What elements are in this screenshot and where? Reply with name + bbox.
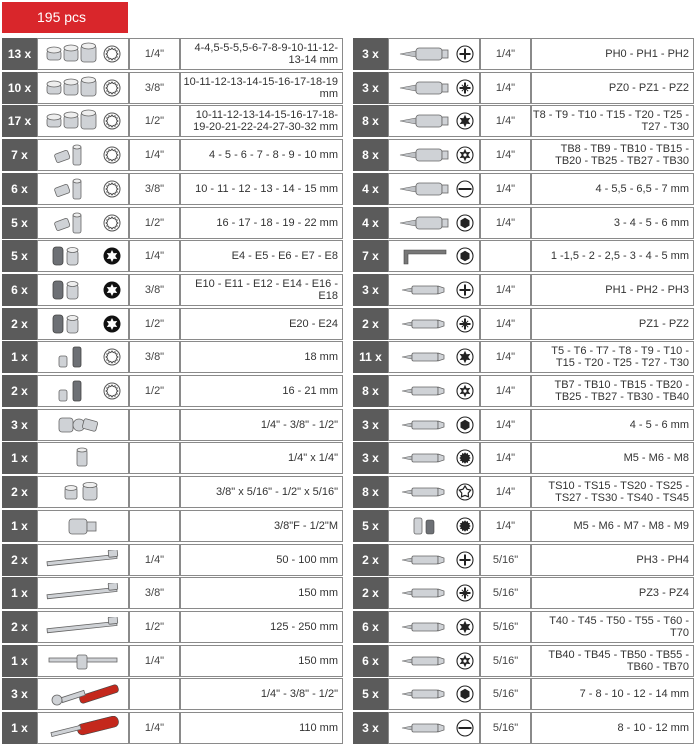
table-row <box>353 577 694 609</box>
tool-image-cell <box>388 308 480 340</box>
tool-image-cell <box>37 38 129 70</box>
tool-image-cell <box>388 577 480 609</box>
sizes-cell: PZ1 - PZ2 <box>531 308 694 340</box>
tool-image-cell <box>388 375 480 407</box>
table-row <box>2 611 343 643</box>
sizes-cell: 10-11-12-13-14-15-16-17-18-19 mm <box>180 72 343 104</box>
quantity-cell: 7 x <box>353 240 388 272</box>
drive-size-cell <box>129 510 180 542</box>
bit-icon <box>394 347 454 367</box>
phillips-profile-icon <box>456 45 474 63</box>
tool-image-cell <box>37 611 129 643</box>
tool-image-cell <box>37 409 129 441</box>
sizes-cell: E10 - E11 - E12 - E14 - E16 - E18 <box>180 274 343 306</box>
quantity-cell: 8 x <box>353 375 388 407</box>
table-row <box>353 611 694 643</box>
sizes-cell: M5 - M6 - M7 - M8 - M9 <box>531 510 694 542</box>
drive-size-cell: 5/16" <box>480 577 531 609</box>
ratchet-icon <box>43 682 123 706</box>
tool-image-cell <box>37 510 129 542</box>
sizes-cell: 3 - 4 - 5 - 6 mm <box>531 207 694 239</box>
socket-set-icon <box>45 42 97 66</box>
tool-image-cell <box>37 712 129 744</box>
tool-image-cell <box>37 375 129 407</box>
sizes-cell: 1/4" - 3/8" - 1/2" <box>180 409 343 441</box>
drive-size-cell: 5/16" <box>480 645 531 677</box>
table-row <box>353 375 694 407</box>
bi-hex-profile-icon <box>103 112 121 130</box>
quantity-cell: 1 x <box>2 510 37 542</box>
bi-hex-profile-icon <box>103 180 121 198</box>
quantity-cell: 3 x <box>353 38 388 70</box>
tool-image-cell <box>37 173 129 205</box>
sliding-t-bar-icon <box>43 650 123 672</box>
sizes-cell: 3/8" x 5/16" - 1/2" x 5/16" <box>180 476 343 508</box>
sizes-cell: 4-4,5-5-5,5-6-7-8-9-10-11-12-13-14 mm <box>180 38 343 70</box>
slotted-profile-icon <box>456 719 474 737</box>
spark-plug-socket-icon <box>45 379 97 403</box>
table-row <box>353 442 694 474</box>
hex-profile-icon <box>456 416 474 434</box>
drive-size-cell: 5/16" <box>480 712 531 744</box>
bit-icon <box>394 381 454 401</box>
sizes-cell: 4 - 5 - 6 - 7 - 8 - 9 - 10 mm <box>180 139 343 171</box>
tool-image-cell <box>388 544 480 576</box>
bi-hex-profile-icon <box>103 348 121 366</box>
table-row <box>2 105 343 137</box>
piece-count-badge: 195 pcs <box>2 2 128 33</box>
table-row <box>2 442 343 474</box>
tool-image-cell <box>388 678 480 710</box>
sizes-cell: 4 - 5,5 - 6,5 - 7 mm <box>531 173 694 205</box>
drive-size-cell: 1/2" <box>129 611 180 643</box>
tool-image-cell <box>37 476 129 508</box>
table-row <box>2 274 343 306</box>
quantity-cell: 8 x <box>353 476 388 508</box>
sizes-cell: M5 - M6 - M8 <box>531 442 694 474</box>
pozidriv-profile-icon <box>456 315 474 333</box>
phillips-profile-icon <box>456 551 474 569</box>
tool-image-cell <box>37 678 129 710</box>
quantity-cell: 4 x <box>353 207 388 239</box>
spark-plug-socket-icon <box>45 345 97 369</box>
quantity-cell: 3 x <box>353 712 388 744</box>
table-row <box>353 38 694 70</box>
spline-profile-icon <box>456 517 474 535</box>
sizes-cell: PH1 - PH2 - PH3 <box>531 274 694 306</box>
tool-image-cell <box>37 105 129 137</box>
drive-size-cell: 1/4" <box>129 712 180 744</box>
quantity-cell: 6 x <box>353 645 388 677</box>
table-row <box>2 341 343 373</box>
sizes-cell: TB40 - TB45 - TB50 - TB55 - TB60 - TB70 <box>531 645 694 677</box>
sizes-cell: PH3 - PH4 <box>531 544 694 576</box>
quantity-cell: 3 x <box>353 274 388 306</box>
quantity-cell: 8 x <box>353 105 388 137</box>
drive-size-cell: 1/4" <box>480 207 531 239</box>
tool-image-cell <box>388 611 480 643</box>
table-row <box>353 476 694 508</box>
sizes-cell: TS10 - TS15 - TS20 - TS25 - TS27 - TS30 - TS40 - TS45 <box>531 476 694 508</box>
drive-size-cell: 3/8" <box>129 341 180 373</box>
tool-image-cell <box>388 72 480 104</box>
sizes-cell: 125 - 250 mm <box>180 611 343 643</box>
sizes-cell: 16 - 17 - 18 - 19 - 22 mm <box>180 207 343 239</box>
quantity-cell: 2 x <box>2 476 37 508</box>
table-row <box>2 645 343 677</box>
table-row <box>2 678 343 710</box>
drive-size-cell: 1/4" <box>480 341 531 373</box>
bit-adapter-icon <box>57 446 109 470</box>
tool-image-cell <box>37 645 129 677</box>
tool-image-cell <box>37 442 129 474</box>
quantity-cell: 1 x <box>2 442 37 474</box>
tool-image-cell <box>388 38 480 70</box>
deep-socket-icon <box>45 177 97 201</box>
drive-size-cell: 1/4" <box>480 139 531 171</box>
bit-icon <box>394 550 454 570</box>
quantity-cell: 3 x <box>2 678 37 710</box>
table-row <box>2 72 343 104</box>
table-row <box>353 308 694 340</box>
quantity-cell: 2 x <box>353 308 388 340</box>
quantity-cell: 13 x <box>2 38 37 70</box>
e-torx-socket-icon <box>45 278 97 302</box>
bi-hex-profile-icon <box>103 45 121 63</box>
tool-image-cell <box>388 476 480 508</box>
drive-size-cell: 1/4" <box>480 510 531 542</box>
drive-size-cell <box>129 442 180 474</box>
sizes-cell: 7 - 8 - 10 - 12 - 14 mm <box>531 678 694 710</box>
sizes-cell: 10 - 11 - 12 - 13 - 14 - 15 mm <box>180 173 343 205</box>
sizes-cell: 3/8"F - 1/2"M <box>180 510 343 542</box>
hex-profile-icon <box>456 685 474 703</box>
sizes-cell: 150 mm <box>180 577 343 609</box>
quantity-cell: 1 x <box>2 712 37 744</box>
table-row <box>353 274 694 306</box>
table-row <box>2 38 343 70</box>
e-torx-profile-icon <box>103 281 121 299</box>
sizes-cell: 10-11-12-13-14-15-16-17-18-19-20-21-22-24-27-30-32 mm <box>180 105 343 137</box>
table-row <box>2 240 343 272</box>
drive-size-cell: 1/4" <box>129 645 180 677</box>
tool-image-cell <box>37 207 129 239</box>
drive-size-cell: 3/8" <box>129 173 180 205</box>
deep-socket-icon <box>45 211 97 235</box>
bit-socket-icon <box>394 110 454 132</box>
drive-size-cell <box>129 678 180 710</box>
quantity-cell: 7 x <box>2 139 37 171</box>
bit-socket-icon <box>394 77 454 99</box>
bit-socket-icon <box>394 43 454 65</box>
sizes-cell: E20 - E24 <box>180 308 343 340</box>
quantity-cell: 1 x <box>2 341 37 373</box>
tool-image-cell <box>388 712 480 744</box>
extension-bar-icon <box>43 617 123 637</box>
bit-icon <box>394 314 454 334</box>
sizes-cell: TB8 - TB9 - TB10 - TB15 - TB20 - TB25 - TB27 - TB30 <box>531 139 694 171</box>
drive-size-cell: 1/4" <box>480 308 531 340</box>
table-row <box>2 409 343 441</box>
sizes-cell: 50 - 100 mm <box>180 544 343 576</box>
e-torx-profile-icon <box>103 315 121 333</box>
drive-size-cell: 1/4" <box>129 240 180 272</box>
quantity-cell: 1 x <box>2 577 37 609</box>
table-row <box>2 207 343 239</box>
sizes-cell: 16 - 21 mm <box>180 375 343 407</box>
bit-icon <box>394 718 454 738</box>
socket-set-icon <box>45 76 97 100</box>
quantity-cell: 6 x <box>2 274 37 306</box>
sizes-cell: E4 - E5 - E6 - E7 - E8 <box>180 240 343 272</box>
sizes-cell: T40 - T45 - T50 - T55 - T60 - T70 <box>531 611 694 643</box>
quantity-cell: 4 x <box>353 173 388 205</box>
bi-hex-profile-icon <box>103 214 121 232</box>
table-row <box>2 173 343 205</box>
quantity-cell: 11 x <box>353 341 388 373</box>
table-row <box>353 645 694 677</box>
pozidriv-profile-icon <box>456 79 474 97</box>
bit-icon <box>394 280 454 300</box>
e-torx-socket-icon <box>45 244 97 268</box>
tool-image-cell <box>388 240 480 272</box>
quantity-cell: 2 x <box>2 544 37 576</box>
table-row <box>2 308 343 340</box>
drive-size-cell: 1/4" <box>480 375 531 407</box>
table-row <box>353 341 694 373</box>
drive-size-cell: 3/8" <box>129 274 180 306</box>
tool-image-cell <box>37 274 129 306</box>
bit-adapter-set-icon <box>57 480 109 504</box>
bit-icon <box>394 617 454 637</box>
quantity-cell: 2 x <box>353 577 388 609</box>
bi-hex-profile-icon <box>103 79 121 97</box>
tool-image-cell <box>37 240 129 272</box>
pozidriv-profile-icon <box>456 584 474 602</box>
tool-image-cell <box>37 577 129 609</box>
tool-image-cell <box>388 442 480 474</box>
spline-bit-icon <box>394 515 454 537</box>
table-row <box>353 409 694 441</box>
quantity-cell: 1 x <box>2 645 37 677</box>
sizes-cell: 1/4" x 1/4" <box>180 442 343 474</box>
table-row <box>2 139 343 171</box>
bit-icon <box>394 583 454 603</box>
quantity-cell: 6 x <box>2 173 37 205</box>
torx-profile-icon <box>456 348 474 366</box>
table-row <box>2 510 343 542</box>
sizes-cell: T5 - T6 - T7 - T8 - T9 - T10 - T15 - T20 - T25 - T27 - T30 <box>531 341 694 373</box>
quantity-cell: 5 x <box>2 207 37 239</box>
bit-icon <box>394 684 454 704</box>
bi-hex-profile-icon <box>103 146 121 164</box>
torx-profile-icon <box>456 112 474 130</box>
drive-size-cell <box>129 409 180 441</box>
hex-profile-icon <box>456 247 474 265</box>
sizes-cell: 4 - 5 - 6 mm <box>531 409 694 441</box>
tool-image-cell <box>37 308 129 340</box>
tool-image-cell <box>37 341 129 373</box>
table-row <box>2 577 343 609</box>
tool-image-cell <box>388 139 480 171</box>
sizes-cell: TB7 - TB10 - TB15 - TB20 - TB25 - TB27 - TB30 - TB40 <box>531 375 694 407</box>
sizes-cell: 1/4" - 3/8" - 1/2" <box>180 678 343 710</box>
e-torx-profile-icon <box>103 247 121 265</box>
table-row <box>353 207 694 239</box>
bit-screwdriver-icon <box>43 716 123 740</box>
sizes-cell: PH0 - PH1 - PH2 <box>531 38 694 70</box>
sizes-cell: 110 mm <box>180 712 343 744</box>
torq-set-profile-icon <box>456 483 474 501</box>
quantity-cell: 2 x <box>353 544 388 576</box>
drive-size-cell: 1/4" <box>480 38 531 70</box>
bit-socket-icon <box>394 212 454 234</box>
quantity-cell: 3 x <box>353 72 388 104</box>
drive-size-cell: 1/4" <box>129 544 180 576</box>
table-row <box>353 72 694 104</box>
torx-tamper-profile-icon <box>456 652 474 670</box>
quantity-cell: 5 x <box>353 510 388 542</box>
quantity-cell: 5 x <box>2 240 37 272</box>
quantity-cell: 5 x <box>353 678 388 710</box>
hex-profile-icon <box>456 214 474 232</box>
quantity-cell: 10 x <box>2 72 37 104</box>
extension-bar-icon <box>43 583 123 603</box>
phillips-profile-icon <box>456 281 474 299</box>
drive-size-cell: 1/4" <box>480 476 531 508</box>
torx-tamper-profile-icon <box>456 146 474 164</box>
drive-size-cell <box>480 240 531 272</box>
tool-image-cell <box>388 409 480 441</box>
quantity-cell: 6 x <box>353 611 388 643</box>
bi-hex-profile-icon <box>103 382 121 400</box>
tool-image-cell <box>37 72 129 104</box>
drive-size-cell: 5/16" <box>480 678 531 710</box>
table-row <box>2 544 343 576</box>
quantity-cell: 2 x <box>2 308 37 340</box>
universal-joint-icon <box>53 412 113 438</box>
quantity-cell: 3 x <box>353 409 388 441</box>
bit-socket-icon <box>394 178 454 200</box>
tool-image-cell <box>37 544 129 576</box>
table-row <box>353 712 694 744</box>
drive-size-cell: 1/2" <box>129 375 180 407</box>
torx-tamper-profile-icon <box>456 382 474 400</box>
reducer-adapter-icon <box>57 514 109 538</box>
tool-image-cell <box>388 105 480 137</box>
drive-size-cell: 1/4" <box>129 38 180 70</box>
drive-size-cell: 1/4" <box>480 105 531 137</box>
deep-socket-icon <box>45 143 97 167</box>
sizes-cell: 8 - 10 - 12 mm <box>531 712 694 744</box>
spline-profile-icon <box>456 449 474 467</box>
socket-set-icon <box>45 109 97 133</box>
drive-size-cell: 1/2" <box>129 105 180 137</box>
drive-size-cell: 1/4" <box>480 442 531 474</box>
sizes-cell: 1 -1,5 - 2 - 2,5 - 3 - 4 - 5 mm <box>531 240 694 272</box>
bit-icon <box>394 651 454 671</box>
drive-size-cell: 1/2" <box>129 207 180 239</box>
drive-size-cell: 1/2" <box>129 308 180 340</box>
quantity-cell: 2 x <box>2 375 37 407</box>
tool-image-cell <box>388 173 480 205</box>
table-row <box>2 712 343 744</box>
tool-image-cell <box>388 341 480 373</box>
drive-size-cell: 5/16" <box>480 544 531 576</box>
slotted-profile-icon <box>456 180 474 198</box>
drive-size-cell <box>129 476 180 508</box>
drive-size-cell: 5/16" <box>480 611 531 643</box>
extension-bar-icon <box>43 550 123 570</box>
tool-image-cell <box>388 207 480 239</box>
table-row <box>353 173 694 205</box>
drive-size-cell: 1/4" <box>129 139 180 171</box>
tool-image-cell <box>388 510 480 542</box>
drive-size-cell: 3/8" <box>129 72 180 104</box>
table-row <box>353 544 694 576</box>
quantity-cell: 8 x <box>353 139 388 171</box>
sizes-cell: PZ3 - PZ4 <box>531 577 694 609</box>
quantity-cell: 3 x <box>353 442 388 474</box>
quantity-cell: 2 x <box>2 611 37 643</box>
tool-image-cell <box>37 139 129 171</box>
sizes-cell: T8 - T9 - T10 - T15 - T20 - T25 - T27 - T30 <box>531 105 694 137</box>
tool-image-cell <box>388 274 480 306</box>
sizes-cell: 150 mm <box>180 645 343 677</box>
sizes-cell: 18 mm <box>180 341 343 373</box>
table-row <box>2 375 343 407</box>
drive-size-cell: 1/4" <box>480 72 531 104</box>
table-row <box>353 139 694 171</box>
bit-icon <box>394 415 454 435</box>
drive-size-cell: 1/4" <box>480 409 531 441</box>
table-row <box>353 105 694 137</box>
table-row <box>353 240 694 272</box>
bit-icon <box>394 482 454 502</box>
table-row <box>2 476 343 508</box>
bit-socket-icon <box>394 144 454 166</box>
bit-icon <box>394 448 454 468</box>
e-torx-socket-icon <box>45 312 97 336</box>
sizes-cell: PZ0 - PZ1 - PZ2 <box>531 72 694 104</box>
table-row <box>353 510 694 542</box>
quantity-cell: 3 x <box>2 409 37 441</box>
table-row <box>353 678 694 710</box>
torx-profile-icon <box>456 618 474 636</box>
quantity-cell: 17 x <box>2 105 37 137</box>
drive-size-cell: 3/8" <box>129 577 180 609</box>
drive-size-cell: 1/4" <box>480 173 531 205</box>
hex-key-icon <box>394 244 454 268</box>
tool-image-cell <box>388 645 480 677</box>
drive-size-cell: 1/4" <box>480 274 531 306</box>
